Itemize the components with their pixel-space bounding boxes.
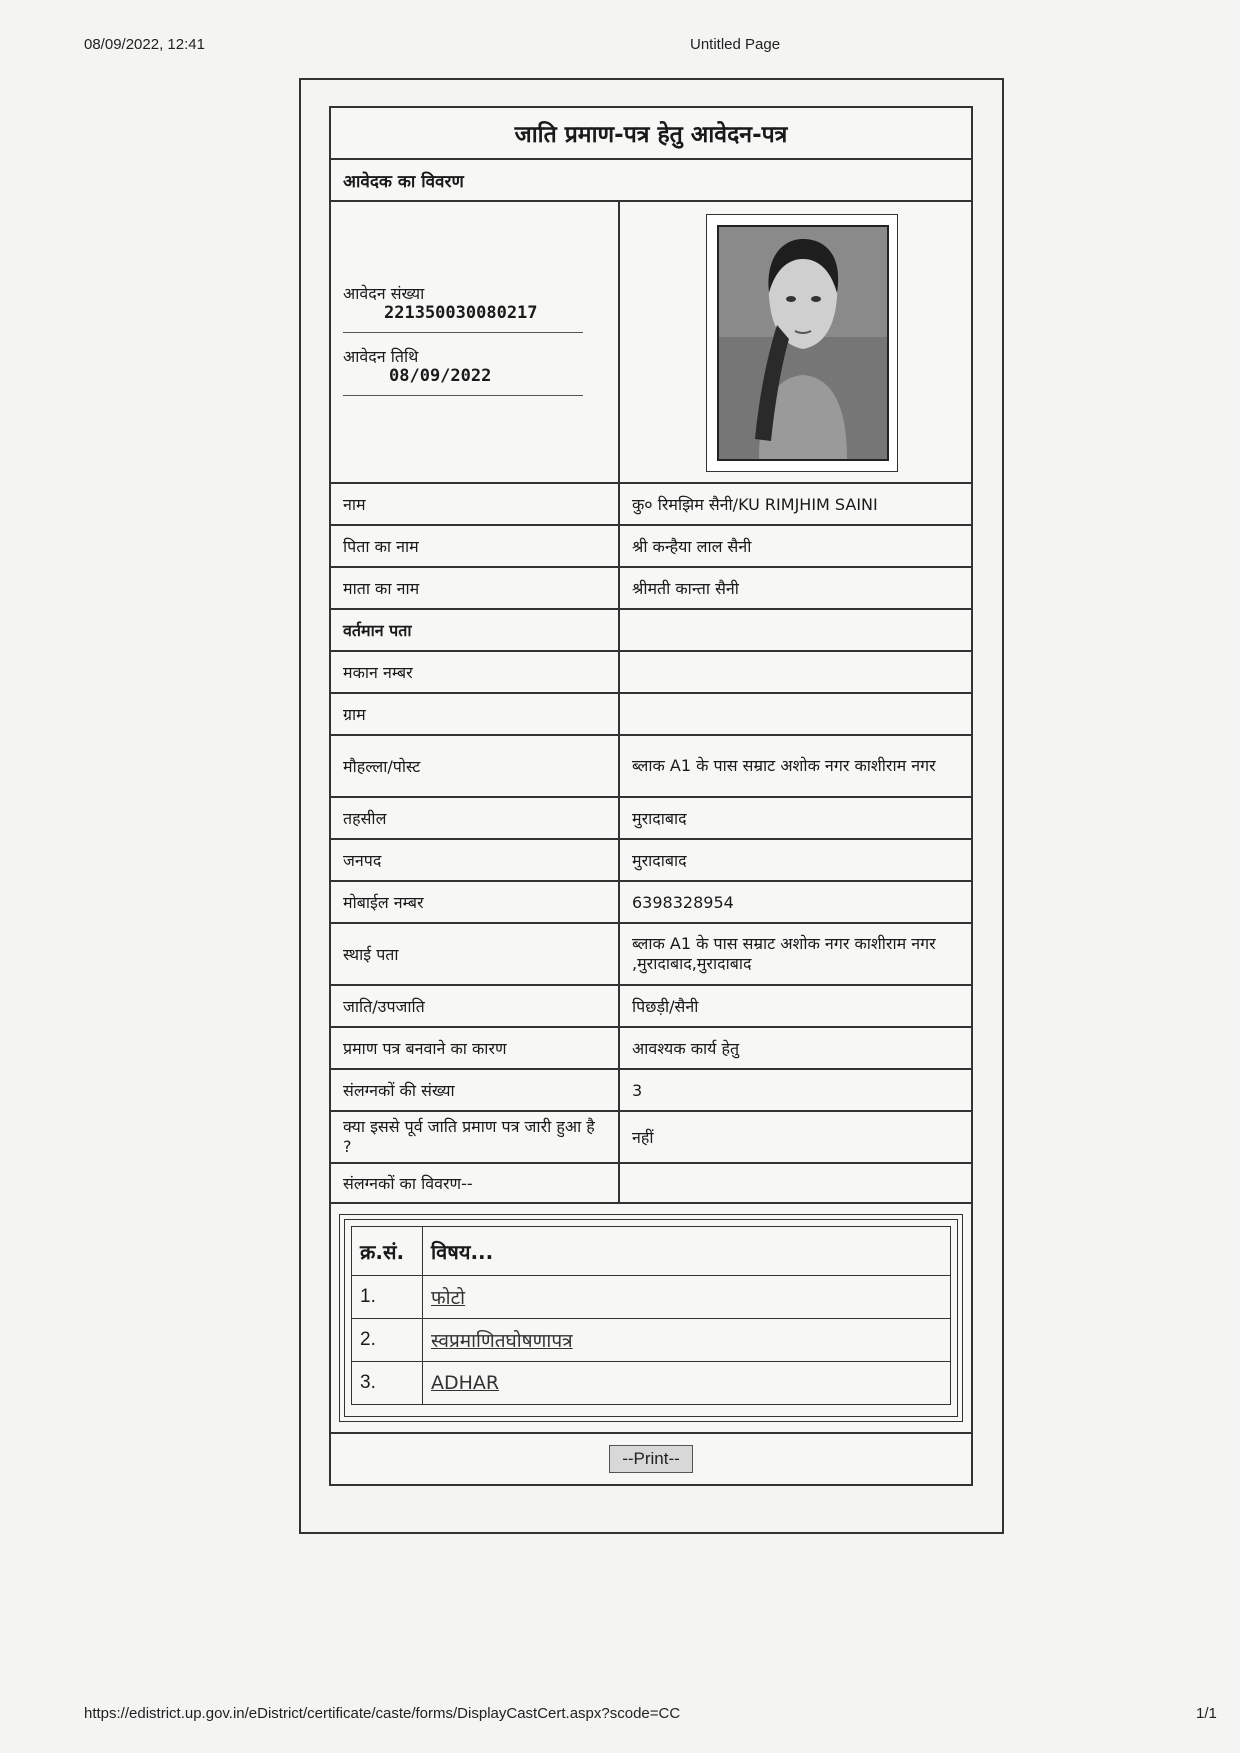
print-page-number: 1/1 bbox=[1196, 1705, 1217, 1722]
field-value-current-address bbox=[620, 610, 971, 650]
field-row-tehsil bbox=[331, 796, 971, 838]
field-row-attachments-count bbox=[331, 1068, 971, 1110]
field-label: माता का नाम bbox=[331, 568, 620, 608]
subject-cell bbox=[423, 1319, 951, 1362]
field-row-caste bbox=[331, 984, 971, 1026]
field-row-locality bbox=[331, 734, 971, 796]
field-value-village bbox=[620, 694, 971, 734]
field-label: पिता का नाम bbox=[331, 526, 620, 566]
field-label: मौहल्ला/पोस्ट bbox=[331, 736, 620, 796]
form-title: जाति प्रमाण-पत्र हेतु आवेदन-पत्र bbox=[514, 122, 788, 148]
attachments-section bbox=[331, 1202, 971, 1432]
field-row-current-address bbox=[331, 608, 971, 650]
attachments-table bbox=[351, 1226, 951, 1405]
field-label: वर्तमान पता bbox=[331, 610, 620, 650]
serial-number: 3. bbox=[352, 1362, 423, 1405]
attachments-label: संलग्नकों का विवरण-- bbox=[331, 1164, 620, 1202]
field-label: जनपद bbox=[331, 840, 620, 880]
field-value-attachments-count: 3 bbox=[632, 1080, 643, 1100]
field-label: संलग्नकों की संख्या bbox=[331, 1070, 620, 1110]
field-label: क्या इससे पूर्व जाति प्रमाण पत्र जारी हुआ है ? bbox=[331, 1112, 620, 1162]
attachments-frame bbox=[339, 1214, 963, 1422]
field-row-name bbox=[331, 482, 971, 524]
field-value-house-no bbox=[620, 652, 971, 692]
attachment-link-self-declaration[interactable]: स्वप्रमाणितघोषणापत्र bbox=[431, 1330, 573, 1352]
print-page-title: Untitled Page bbox=[690, 36, 781, 53]
field-value-mother: श्रीमती कान्ता सैनी bbox=[632, 579, 739, 598]
application-date-label: आवेदन तिथि bbox=[343, 347, 419, 366]
column-header-serial: क्र.सं. bbox=[352, 1227, 423, 1276]
field-label: मोबाईल नम्बर bbox=[331, 882, 620, 922]
attachment-link-adhar[interactable]: ADHAR bbox=[431, 1372, 500, 1394]
print-button[interactable]: --Print-- bbox=[609, 1445, 693, 1473]
field-value-locality: ब्लाक A1 के पास सम्राट अशोक नगर काशीराम नगर bbox=[632, 756, 936, 775]
divider bbox=[343, 395, 583, 396]
field-value-reason: आवश्यक कार्य हेतु bbox=[632, 1039, 740, 1058]
field-label: जाति/उपजाति bbox=[331, 986, 620, 1026]
section-heading: आवेदक का विवरण bbox=[331, 158, 971, 200]
field-label: ग्राम bbox=[331, 694, 620, 734]
print-row bbox=[331, 1432, 971, 1484]
table-row bbox=[352, 1276, 951, 1319]
attachments-header-row bbox=[352, 1227, 951, 1276]
application-number-label: आवेदन संख्या bbox=[343, 284, 425, 303]
field-row-permanent-address bbox=[331, 922, 971, 984]
applicant-portrait-image bbox=[719, 227, 887, 459]
attachments-inner-frame bbox=[344, 1219, 958, 1417]
application-form bbox=[329, 106, 973, 1486]
applicant-photo bbox=[717, 225, 889, 461]
field-value-tehsil: मुरादाबाद bbox=[632, 809, 687, 828]
field-row-previous bbox=[331, 1110, 971, 1162]
field-row-mobile bbox=[331, 880, 971, 922]
application-date: 08/09/2022 bbox=[389, 366, 492, 386]
attachments-label-row bbox=[331, 1162, 971, 1202]
field-value-permanent-address: ब्लाक A1 के पास सम्राट अशोक नगर काशीराम नगर ,मुरादाबाद,मुरादाबाद bbox=[632, 934, 936, 973]
field-value-district: मुरादाबाद bbox=[632, 851, 687, 870]
field-value-mobile: 6398328954 bbox=[632, 892, 734, 912]
field-value-name: कु० रिमझिम सैनी/KU RIMJHIM SAINI bbox=[632, 495, 878, 514]
table-row bbox=[352, 1319, 951, 1362]
column-header-subject: विषय... bbox=[423, 1227, 951, 1276]
application-number: 221350030080217 bbox=[384, 303, 538, 323]
applicant-header-row bbox=[331, 200, 971, 482]
field-row-district bbox=[331, 838, 971, 880]
field-value-father: श्री कन्हैया लाल सैनी bbox=[632, 537, 752, 556]
subject-cell bbox=[423, 1276, 951, 1319]
subject-cell bbox=[423, 1362, 951, 1405]
field-row-village bbox=[331, 692, 971, 734]
field-row-father bbox=[331, 524, 971, 566]
field-value-caste: पिछड़ी/सैनी bbox=[632, 997, 699, 1016]
attachment-link-photo[interactable]: फोटो bbox=[431, 1287, 466, 1309]
print-datetime: 08/09/2022, 12:41 bbox=[84, 36, 205, 53]
field-label: तहसील bbox=[331, 798, 620, 838]
field-row-reason bbox=[331, 1026, 971, 1068]
divider bbox=[343, 332, 583, 333]
field-row-mother bbox=[331, 566, 971, 608]
field-label: स्थाई पता bbox=[331, 924, 620, 984]
field-label: प्रमाण पत्र बनवाने का कारण bbox=[331, 1028, 620, 1068]
field-value-previous: नहीं bbox=[632, 1128, 654, 1147]
serial-number: 1. bbox=[352, 1276, 423, 1319]
field-label: मकान नम्बर bbox=[331, 652, 620, 692]
photo-cell bbox=[620, 202, 971, 482]
empty-cell bbox=[620, 1164, 971, 1202]
serial-number: 2. bbox=[352, 1319, 423, 1362]
print-url: https://edistrict.up.gov.in/eDistrict/certificate/caste/forms/DisplayCastCert.aspx?scode=CC bbox=[84, 1705, 681, 1722]
applicant-photo-frame bbox=[706, 214, 898, 472]
application-info bbox=[331, 202, 620, 482]
table-row bbox=[352, 1362, 951, 1405]
field-label: नाम bbox=[331, 484, 620, 524]
field-row-house-no bbox=[331, 650, 971, 692]
